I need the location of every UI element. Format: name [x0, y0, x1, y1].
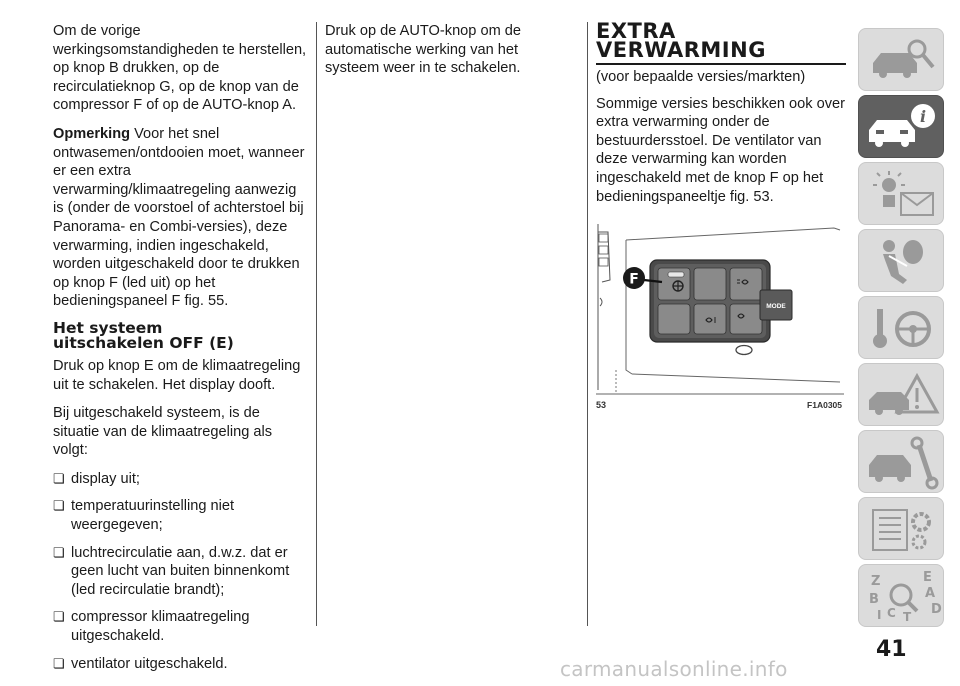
- section-heading: [53, 318, 308, 352]
- tab-car-wrench[interactable]: [858, 430, 944, 493]
- index-letters-icon: [859, 565, 945, 628]
- airbag-seat-icon: [859, 230, 945, 293]
- page-number: 41: [876, 637, 907, 662]
- specs-gear-icon: [859, 498, 945, 561]
- car-info-icon: [859, 96, 945, 159]
- title-line-1: EXTRA: [596, 19, 676, 43]
- index-letter: D: [931, 602, 942, 617]
- column-divider: [316, 22, 317, 626]
- list-item: ❏ compressor klimaatregeling uitgeschakeld.: [53, 608, 308, 645]
- column-1: [53, 22, 308, 682]
- figure-control-panel: [596, 220, 844, 412]
- svg-text:i: i: [919, 107, 927, 126]
- tab-specs-gear[interactable]: [858, 497, 944, 560]
- paragraph: Druk op de AUTO-knop om de automatische werking van het systeem weer in te schakelen.: [325, 23, 522, 77]
- tab-index[interactable]: [858, 564, 944, 627]
- tab-airbag-seat[interactable]: [858, 229, 944, 292]
- list-item: ❏ ventilator uitgeschakeld.: [53, 655, 308, 674]
- index-letter: E: [923, 570, 932, 585]
- note-paragraph: [53, 125, 308, 311]
- callout-label: F: [629, 271, 639, 288]
- index-letter: C: [887, 606, 896, 620]
- paragraph: Bij uitgeschakeld systeem, is de situatie van de klimaatregeling als volgt:: [53, 405, 273, 459]
- note-label: Opmerking: [53, 125, 131, 142]
- list-item: ❏ luchtrecirculatie aan, d.w.z. dat er geen lucht van buiten binnenkomt (led recirculatie brandt);: [53, 544, 308, 600]
- tab-key-steering[interactable]: [858, 296, 944, 359]
- column-divider: [587, 22, 588, 626]
- car-search-icon: [859, 29, 945, 92]
- paragraph: Om de vorige werkingsomstandigheden te herstellen, op knop B drukken, op de recirculatieknop G, op de knop van de compressor F of op de AUTO-knop A.: [53, 23, 307, 114]
- bullet-list: [53, 470, 308, 673]
- section-title: [596, 19, 846, 65]
- heading-line-2: uitschakelen OFF (E): [53, 333, 234, 352]
- figure-code: F1A0305: [807, 399, 842, 410]
- index-letter: T: [903, 610, 912, 624]
- subtitle: (voor bepaalde versies/markten): [596, 69, 806, 85]
- index-letter: B: [869, 592, 879, 607]
- column-3: [596, 19, 846, 412]
- key-steering-icon: [859, 297, 945, 360]
- control-panel-illustration: [596, 220, 844, 400]
- index-letter: A: [925, 586, 936, 601]
- list-item: ❏ temperatuurinstelling niet weergegeven;: [53, 497, 308, 534]
- car-warning-icon: [859, 364, 945, 427]
- tab-car-search[interactable]: [858, 28, 944, 91]
- index-letter: I: [877, 608, 882, 622]
- tab-warning-lights[interactable]: [858, 162, 944, 225]
- watermark: carmanualsonline.info: [560, 657, 788, 681]
- figure-number: 53: [596, 399, 607, 410]
- paragraph: Sommige versies beschikken ook over extra verwarming onder de bestuurdersstoel. De ventilator van deze verwarming kan worden ingeschakeld met de knop F op het bedieningspaneeltje fig. 53.: [596, 95, 846, 205]
- tab-car-warning[interactable]: [858, 363, 944, 426]
- column-2: [325, 22, 575, 88]
- heading-line-1: Het systeem: [53, 318, 163, 337]
- list-item: ❏ display uit;: [53, 470, 308, 489]
- note-text: Voor het snel ontwasemen/ontdooien moet, wanneer er een extra verwarming/klimaatregeling aanwezig is (onder de voorstoel of achterstoel bij Panorama- en Combi-versies), deze verwarming, indien ingeschakeld, worden uitgeschakeld door te drukken op knop F (led uit) op het bedieningspaneel F fig. 55.: [53, 125, 305, 310]
- paragraph: Druk op knop E om de klimaatregeling uit te schakelen. Het display dooft.: [53, 357, 301, 393]
- chapter-tabs: [858, 28, 946, 631]
- car-wrench-icon: [859, 431, 945, 494]
- index-letter: Z: [871, 574, 881, 589]
- title-line-2: VERWARMING: [596, 38, 766, 62]
- mode-label: MODE: [766, 303, 786, 311]
- tab-car-info[interactable]: [858, 95, 944, 158]
- warning-lights-icon: [859, 163, 945, 226]
